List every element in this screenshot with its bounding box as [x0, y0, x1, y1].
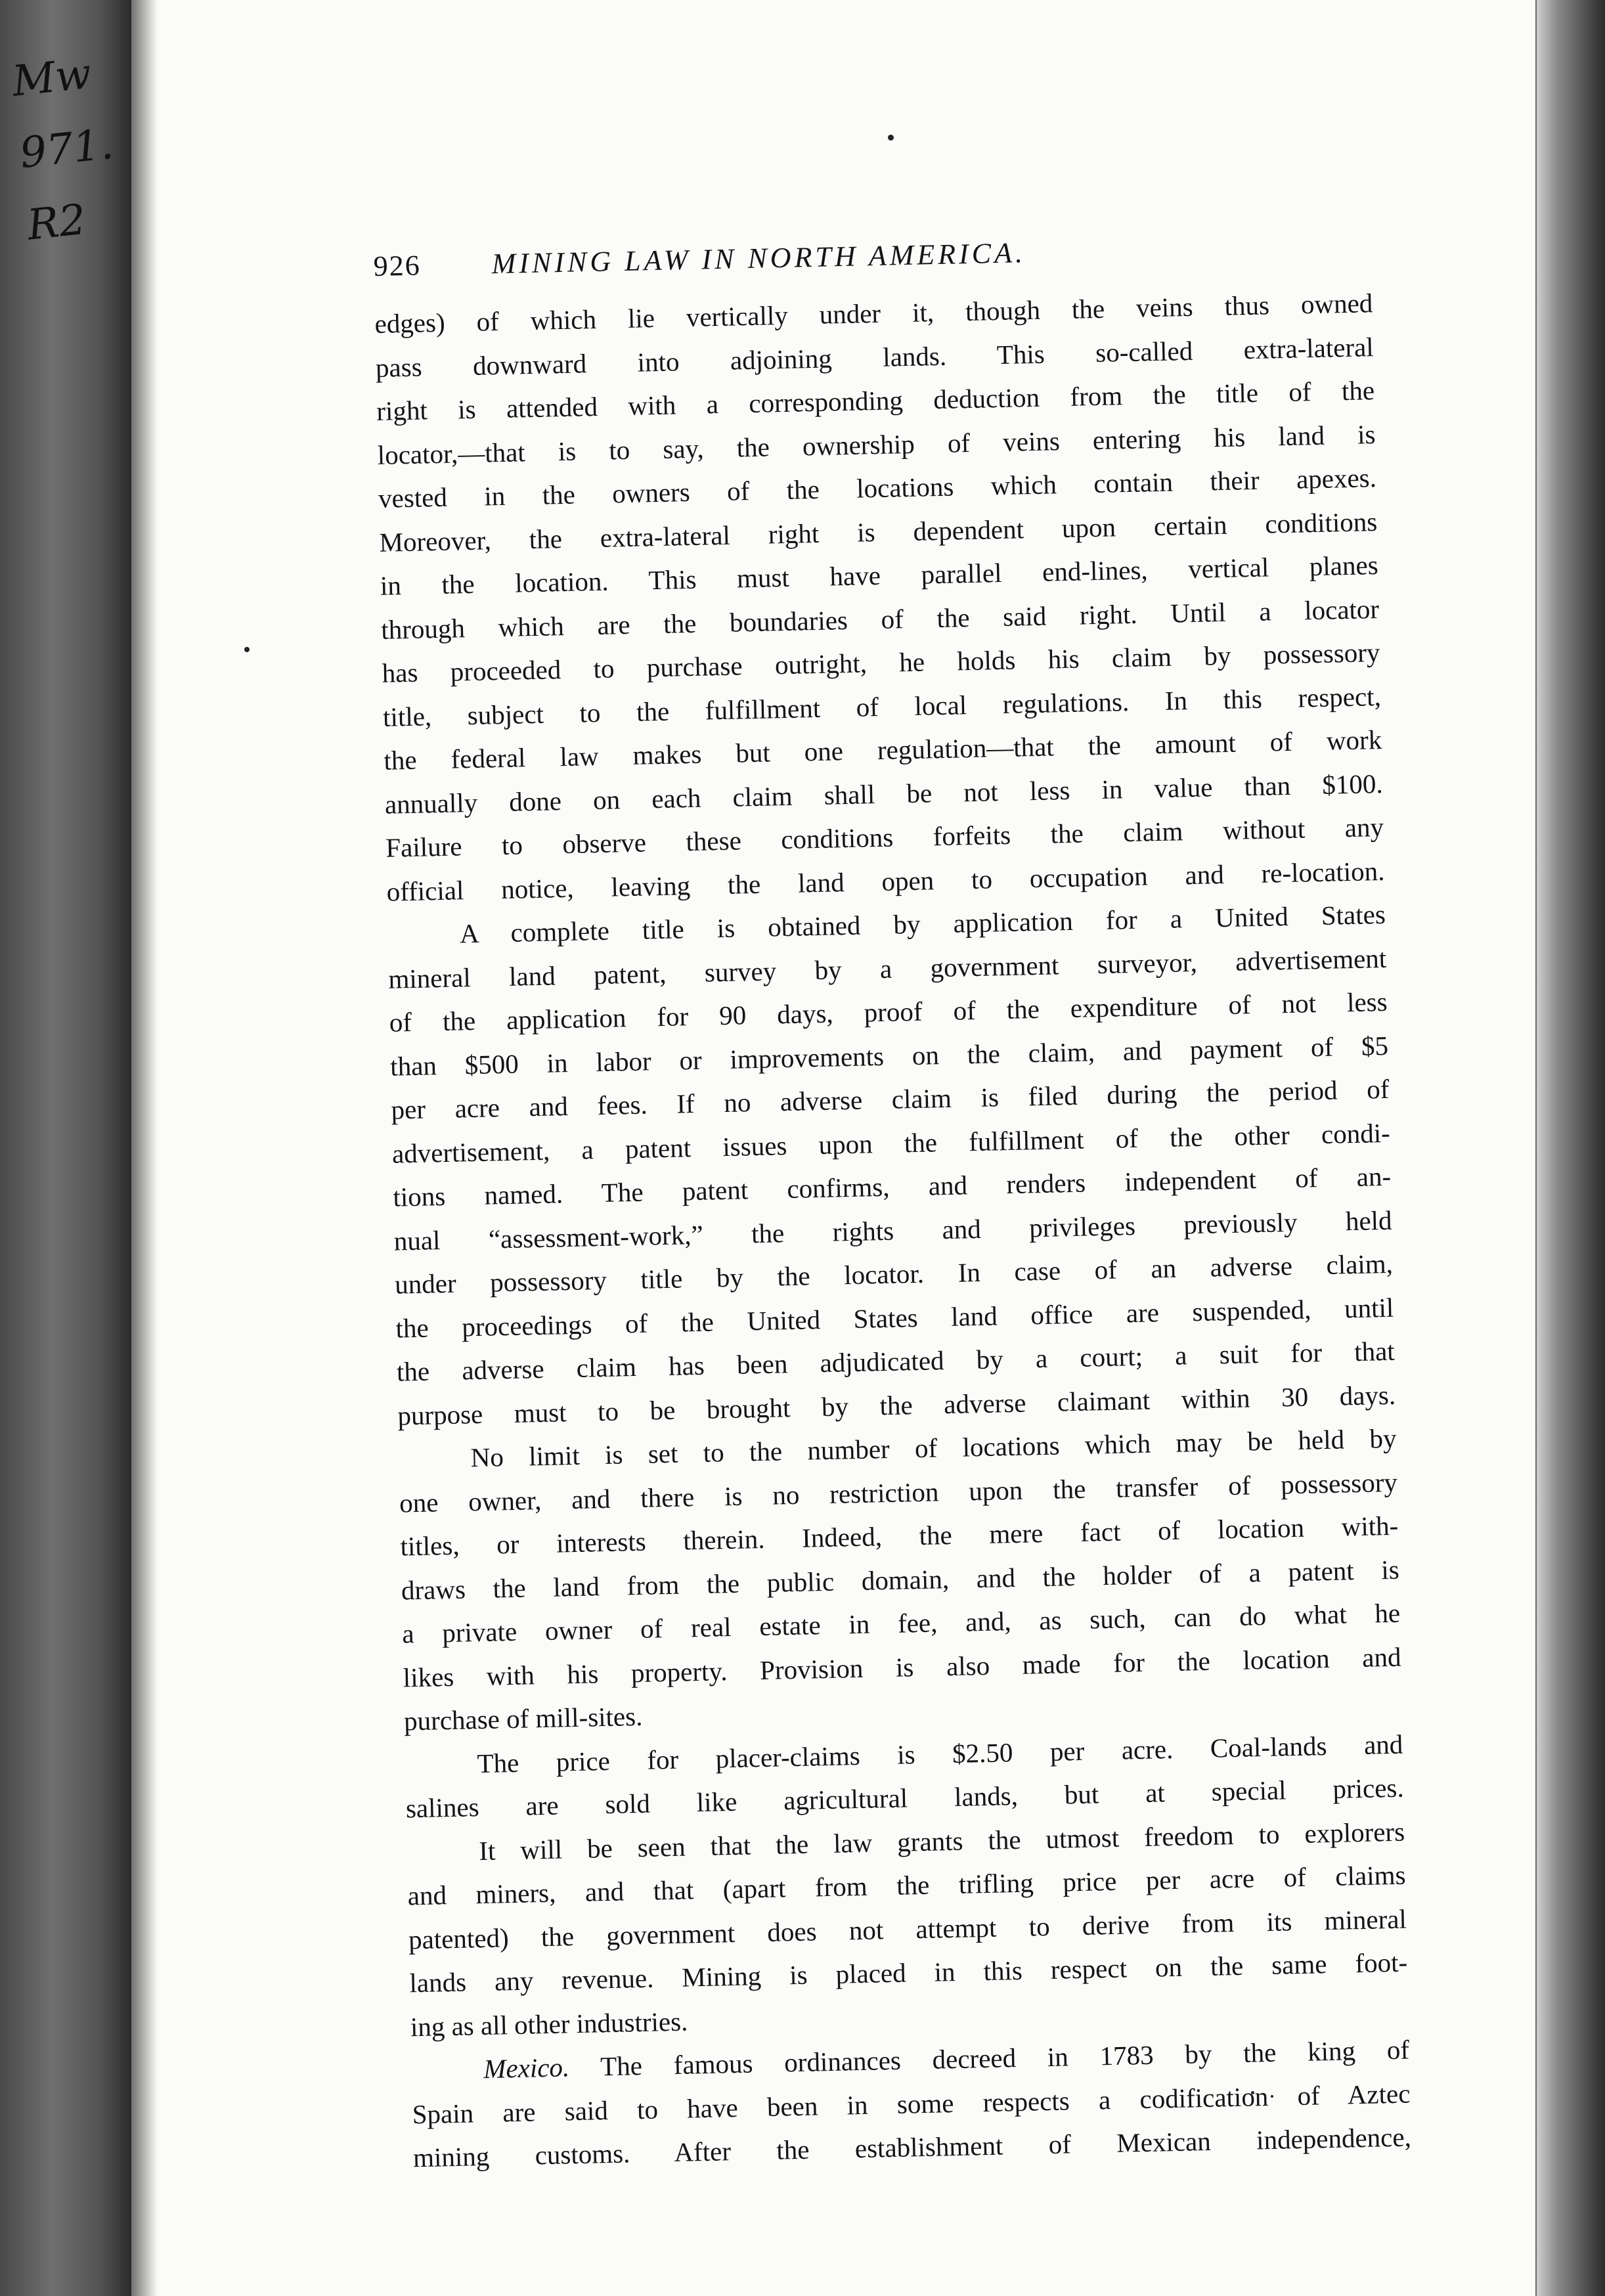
text-line: in the location. This must have parallel end-lines, vertical planes — [380, 550, 1379, 601]
text-line: A complete title is obtained by application for a United States — [459, 898, 1386, 949]
text-line: of the application for 90 days, proof of the expenditure of not less — [389, 986, 1388, 1038]
text-line: Spain are said to have been in some respects a codification of Aztec — [412, 2078, 1411, 2129]
text-line: one owner, and there is no restriction upon the transfer of possessory — [399, 1467, 1398, 1518]
text-line: advertisement, a patent issues upon the fulfillment of the other condi- — [391, 1117, 1391, 1169]
text-line: mining customs. After the establishment of Mexican independence, — [412, 2121, 1412, 2173]
body-text — [374, 281, 1412, 2180]
text-line: per acre and fees. If no adverse claim is filed during the period of — [391, 1073, 1390, 1125]
text-line: pass downward into adjoining lands. This so-called extra-lateral — [375, 331, 1374, 383]
text-line: ing as all other industries. — [410, 2006, 688, 2042]
text-line: title, subject to the fulfillment of local regulations. In this respect, — [382, 680, 1382, 732]
text-line: the proceedings of the United States land office are suspended, until — [395, 1292, 1394, 1344]
text-line: through which are the boundaries of the said right. Until a locator — [380, 593, 1380, 645]
handwritten-line: R2 — [25, 195, 89, 250]
text-line: the adverse claim has been adjudicated by a court; a suit for that — [396, 1335, 1396, 1387]
text-line: a private owner of real estate in fee, and, as such, can do what he — [401, 1597, 1401, 1649]
text-line: annually done on each claim shall be not less in value than $100. — [384, 768, 1384, 820]
text-line: edges) of which lie vertically under it, though the veins thus owned — [374, 288, 1373, 339]
text-line: tions named. The patent confirms, and renders independent of an- — [392, 1160, 1392, 1212]
text-line: Failure to observe these conditions forfeits the claim without any — [385, 811, 1384, 863]
text-line-rest: The famous ordinances decreed in 1783 by the king of — [569, 2034, 1410, 2083]
handwritten-line: Mw — [10, 49, 94, 106]
paragraph — [407, 1809, 1409, 2048]
text-line: purchase of mill-sites. — [403, 1700, 643, 1736]
text-line: the federal law makes but one regulation—that the amount of work — [384, 724, 1382, 776]
page-text-block — [373, 222, 1411, 2180]
text-line: likes with his property. Provision is also made for the location and — [403, 1641, 1401, 1693]
handwritten-line: 971. — [17, 120, 116, 179]
text-line: salines are sold like agricultural lands, but at special prices. — [405, 1772, 1405, 1824]
scan-speck — [244, 647, 250, 652]
text-line: official notice, leaving the land open to occupation and re-location. — [386, 855, 1385, 907]
gutter-shadow — [131, 0, 158, 2296]
text-line: No limit is set to the number of locations which may be held by — [470, 1423, 1397, 1473]
text-line: titles, or interests therein. Indeed, the mere fact of location with- — [400, 1510, 1399, 1562]
handwritten-call-number — [9, 33, 149, 261]
text-line: It will be seen that the law grants the utmost freedom to explorers — [478, 1816, 1405, 1866]
text-line: patented) the government does not attempt to derive from its mineral — [408, 1903, 1407, 1954]
text-line: locator,—that is to say, the ownership of veins entering his land is — [377, 418, 1376, 470]
text-line: The price for placer-claims is $2.50 per acre. Coal-lands and — [477, 1729, 1403, 1778]
text-line: has proceeded to purchase outright, he holds his claim by possessory — [382, 637, 1380, 688]
paragraph — [411, 2028, 1412, 2180]
scan-left-margin — [0, 0, 131, 2296]
text-line: lands any revenue. Mining is placed in this respect on the same foot- — [409, 1947, 1408, 1998]
paragraph — [398, 1417, 1402, 1743]
scan-right-edge — [1537, 0, 1605, 2296]
text-line: purpose must to be brought by the adverse claimant within 30 days. — [397, 1379, 1396, 1431]
text-line: mineral land patent, survey by a government surveyor, advertisement — [387, 942, 1387, 994]
text-line: vested in the owners of the locations which contain their apexes. — [378, 462, 1377, 514]
page-number: 926 — [373, 249, 422, 282]
section-lead-mexico: Mexico. — [483, 2052, 570, 2085]
text-line: Moreover, the extra-lateral right is dependent upon certain conditions — [379, 506, 1378, 558]
scan-speck — [888, 135, 894, 141]
paragraph — [374, 281, 1385, 914]
text-line: right is attended with a corresponding deduction from the title of the — [376, 375, 1375, 426]
paragraph — [387, 893, 1396, 1438]
running-title: MINING LAW IN NORTH AMERICA. — [491, 236, 1026, 280]
text-line: and miners, and that (apart from the trifling price per acre of claims — [407, 1859, 1406, 1911]
text-line: nual “assessment-work,” the rights and privileges previously held — [393, 1204, 1392, 1256]
text-line: under possessory title by the locator. In case of an adverse claim, — [394, 1248, 1394, 1300]
text-line: than $500 in labor or improvements on the claim, and payment of $5 — [389, 1030, 1389, 1082]
text-line: draws the land from the public domain, and the holder of a patent is — [401, 1554, 1400, 1606]
